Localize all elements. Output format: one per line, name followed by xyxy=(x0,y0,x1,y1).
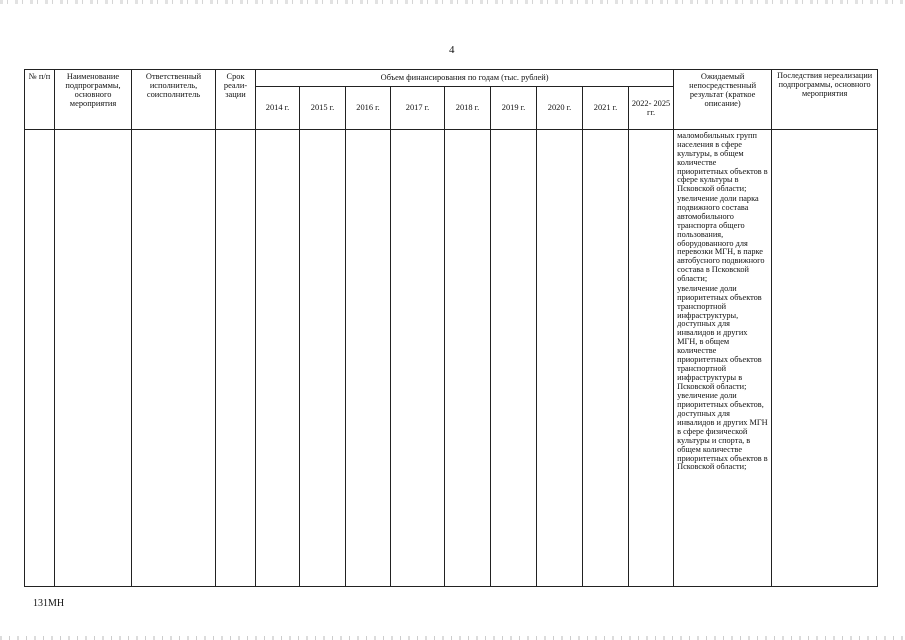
header-year: 2022- 2025 гг. xyxy=(629,87,674,130)
cell-year xyxy=(346,130,391,587)
header-year: 2021 г. xyxy=(583,87,629,130)
header-consequences: Последствия нереализации подпрограммы, основного мероприятия xyxy=(772,70,878,130)
header-result: Ожидаемый непосредственный результат (краткое описание) xyxy=(674,70,772,130)
cell-term xyxy=(216,130,256,587)
cell-year xyxy=(491,130,537,587)
header-year: 2015 г. xyxy=(300,87,346,130)
document-code: 131МН xyxy=(33,598,65,609)
header-year: 2018 г. xyxy=(445,87,491,130)
result-paragraph: увеличение доли приоритетных объектов, доступных для инвалидов и других МГН в сфере физической культуры и спорта, в общем количестве приоритетных объектов в Псковской области; xyxy=(677,391,768,472)
cell-year xyxy=(300,130,346,587)
scan-edge-bottom xyxy=(0,636,905,640)
result-paragraph: маломобильных групп населения в сфере культуры, в общем количестве приоритетных объектов в сфере культуры в Псковской области; xyxy=(677,131,768,194)
cell-year xyxy=(583,130,629,587)
cell-responsible xyxy=(132,130,216,587)
result-paragraph: увеличение доли приоритетных объектов транспортной инфраструктуры, доступных для инвалидов и других МГН, в общем количестве приоритетных объектов транспортной инфраструктуры в Псковской области; xyxy=(677,283,762,391)
header-year: 2019 г. xyxy=(491,87,537,130)
result-paragraph: увеличение доли парка подвижного состава автомобильного транспорта общего пользования, оборудованного для перевозки МГН, в парке автобусного подвижного состава в Псковской области; xyxy=(677,194,765,283)
page-number: 4 xyxy=(449,44,455,56)
header-year: 2014 г. xyxy=(256,87,300,130)
cell-year xyxy=(391,130,445,587)
scan-edge-top xyxy=(0,0,905,4)
cell-year xyxy=(445,130,491,587)
header-responsible: Ответственный исполнитель, соисполнитель xyxy=(132,70,216,130)
cell-num xyxy=(25,130,55,587)
cell-name xyxy=(55,130,132,587)
header-name: Наименование подпрограммы, основного мероприятия xyxy=(55,70,132,130)
financing-table xyxy=(24,69,878,587)
header-term: Срок реали- зации xyxy=(216,70,256,130)
header-year: 2020 г. xyxy=(537,87,583,130)
cell-year xyxy=(256,130,300,587)
header-year: 2017 г. xyxy=(391,87,445,130)
cell-year xyxy=(629,130,674,587)
cell-year xyxy=(537,130,583,587)
header-financing: Объем финансирования по годам (тыс. рублей) xyxy=(256,70,674,87)
header-year: 2016 г. xyxy=(346,87,391,130)
cell-consequences xyxy=(772,130,878,587)
table-row xyxy=(25,130,878,587)
header-num: № п/п xyxy=(25,70,55,130)
cell-result xyxy=(674,130,772,587)
